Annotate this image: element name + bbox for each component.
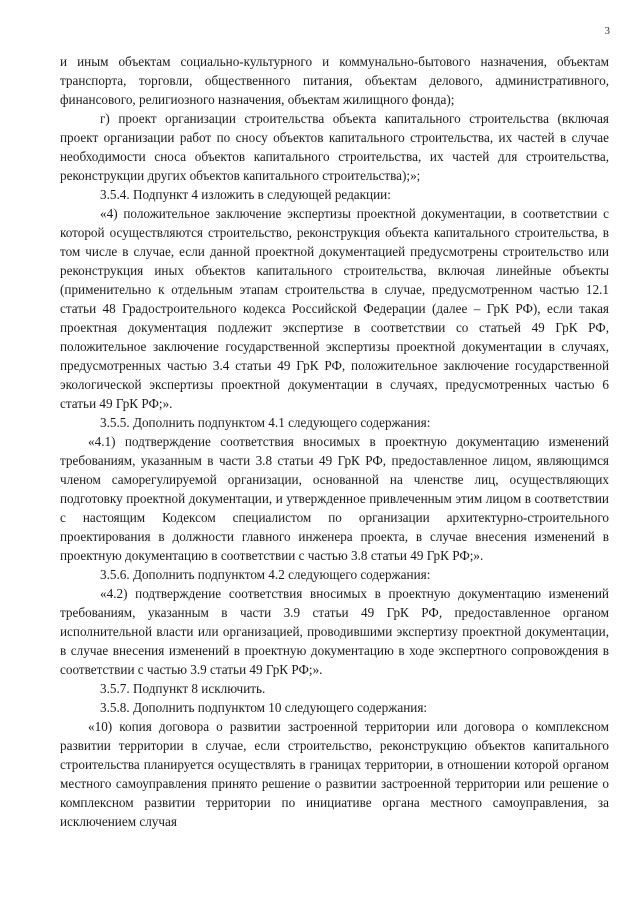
page-number: 3 [604,25,610,37]
paragraph-3-5-5: 3.5.5. Дополнить подпунктом 4.1 следующего содержания: [100,415,431,430]
paragraph-subitem-10: «10) копия договора о развитии застроенной территории или договора о комплексном развитии территории в случае, если строительство, реконструкцию объектов капитального строительства планируется осуществлять в границах территории, в отношении которой органом местного самоуправления принято решение о развитии застроенной территории или решение о комплексном развитии территории по инициативе органа местного самоуправления, за исключением случая [60,719,609,829]
paragraph-continuation: и иным объектам социально-культурного и коммунально-бытового назначения, объектам транспорта, торговли, общественного питания, объектам делового, административного, финансового, религиозного назначения, объектам жилищного фонда); [60,54,609,107]
paragraph-3-5-8: 3.5.8. Дополнить подпунктом 10 следующего содержания: [100,700,428,715]
paragraph-subitem-4: «4) положительное заключение экспертизы проектной документации, в соответствии с которой осуществляются строительство, реконструкция объекта капитального строительства, в том числе в случае, если данной проектной документацией предусмотрены строительство или реконструкция иных объектов капитального строительства, включая линейные объекты (применительно к отдельным этапам строительства в случае, предусмотренном частью 12.1 статьи 48 Градостроительного кодекса Российской Федерации (далее – ГрК РФ), если такая проектная документация подлежит экспертизе в соответствии со статьей 49 ГрК РФ, положительное заключение государственной экспертизы проектной документации в случаях, предусмотренных частью 3.4 статьи 49 ГрК РФ, положительное заключение государственной экологической экспертизы проектной документации в случаях, предусмотренных частью 6 статьи 49 ГрК РФ;». [60,206,609,411]
paragraph-3-5-6: 3.5.6. Дополнить подпунктом 4.2 следующего содержания: [100,567,431,582]
paragraph-subitem-4-1: «4.1) подтверждение соответствия вносимых в проектную документацию изменений требованиям, указанным в части 3.8 статьи 49 ГрК РФ, предоставленное лицом, являющимся членом саморегулируемой организации, основанной на членстве лиц, осуществляющих подготовку проектной документации, и утвержденное привлеченным этим лицом в соответствии с настоящим Кодексом специалистом по организации архитектурно-строительного проектирования в должности главного инженера проекта, в случае внесения изменений в проектную документацию в соответствии с частью 3.8 статьи 49 ГрК РФ;». [60,434,609,563]
document-body [60,52,609,831]
paragraph-3-5-7: 3.5.7. Подпункт 8 исключить. [100,681,266,696]
paragraph-3-5-4: 3.5.4. Подпункт 4 изложить в следующей редакции: [100,187,391,202]
paragraph-item-g: г) проект организации строительства объекта капитального строительства (включая проект организации работ по сносу объектов капитального строительства, их частей в случае необходимости сноса объектов капитального строительства, их частей для строительства, реконструкции других объектов капитального строительства);»; [60,111,609,183]
paragraph-subitem-4-2: «4.2) подтверждение соответствия вносимых в проектную документацию изменений требованиям, указанным в части 3.9 статьи 49 ГрК РФ, предоставленное органом исполнительной власти или организацией, проводившими экспертизу проектной документации, в случае внесения изменений в проектную документацию в ходе экспертного сопровождения в соответствии с частью 3.9 статьи 49 ГрК РФ;». [60,586,609,677]
